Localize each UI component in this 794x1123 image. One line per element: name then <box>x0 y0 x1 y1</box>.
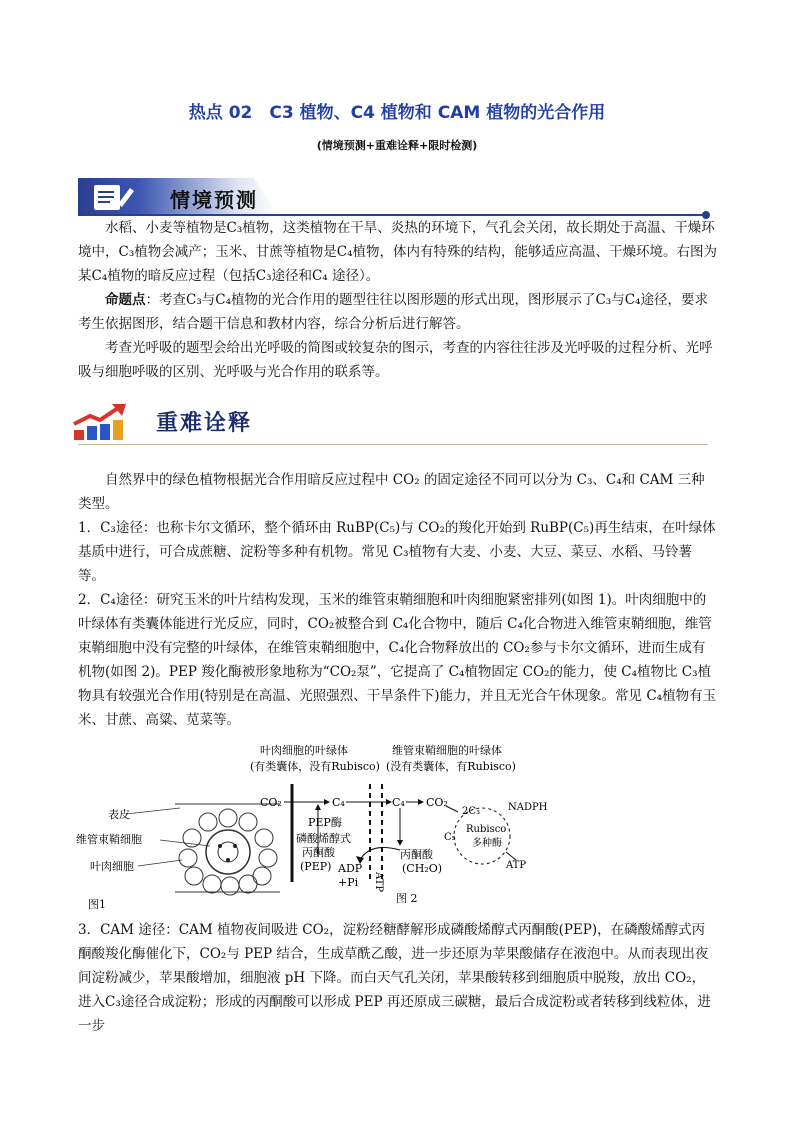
epidermis-label: 表皮 <box>108 808 130 821</box>
c5-label: C₅ <box>444 832 456 843</box>
co2-left-label: CO₂ <box>260 796 282 809</box>
co2-right-label: CO₂ <box>426 796 448 809</box>
c3-label: 2C₃ <box>462 806 481 817</box>
pyruvate-label: 丙酮酸 <box>400 848 433 861</box>
explanation-text <box>78 468 718 732</box>
section-heading-label: 重难诠释 <box>156 410 253 436</box>
mesophyll-chloroplast-sub: (有类囊体，没有Rubisco) <box>250 760 380 773</box>
intro-paragraph: 自然界中的绿色植物根据光合作用暗反应过程中 CO₂ 的固定途径不同可以分为 C₃、C₄和 CAM 三种类型。 <box>78 472 705 512</box>
section-heading-scenario <box>78 178 708 218</box>
notepad-pencil-icon <box>88 182 136 212</box>
pep-enzyme-label: PEP酶 <box>308 816 342 829</box>
figure2-caption: 图 2 <box>396 892 418 905</box>
scenario-paragraph-2: 命题点：考查C₃与C₄植物的光合作用的题型往往以图形题的形式出现，图形展示了C₃与C₄途径，要求考生依据图形，结合题干信息和教材内容，综合分析后进行解答。 <box>78 292 708 332</box>
nadph-label: NADPH <box>508 802 548 813</box>
cam-text <box>78 918 718 1038</box>
page-title: 热点 02 C3 植物、C4 植物和 CAM 植物的光合作用 <box>188 103 606 123</box>
scenario-text <box>78 216 718 384</box>
c4-pathway-diagram <box>250 743 548 905</box>
section-heading-explanation <box>78 402 708 442</box>
item-c4: 2．C₄途径：研究玉米的叶片结构发现，玉米的维管束鞘细胞和叶肉细胞紧密排列(如图 1)。叶肉细胞中的叶绿体有类囊体能进行光反应，同时，CO₂被整合到 C₄化合物中，随后 C₄化合物进入维管束鞘细胞，维管束鞘细胞中没有完整的叶绿体，在维管束鞘细胞中，C₄化合物释放出的 CO₂参与卡尔文循环，进而生成有机物(如图 2)。PEP 羧化酶被形象地称为“CO₂泵”，它提高了 C₄植物固定 CO₂的能力，使 C₄植物比 C₃植物具有较强光合作用(特别是在高温、光照强烈、干旱条件下)能力，并且无光合午休现象。常见 C₄植物有玉米、甘蔗、高粱、苋菜等。 <box>78 592 717 728</box>
pi-label: +Pi <box>338 876 359 889</box>
heading-rule <box>78 444 708 445</box>
mesophyll-label: 叶肉细胞 <box>90 860 134 873</box>
bundle-sheath-label: 维管束鞘细胞 <box>76 833 142 846</box>
atp-vertical-label: ATP <box>373 872 384 893</box>
rubisco-label: Rubisco <box>466 824 507 835</box>
multi-enzyme-label: 多种酶 <box>472 838 502 849</box>
figure1-caption: 图1 <box>88 898 106 911</box>
c4-right-label: C₄ <box>392 796 405 809</box>
sheath-chloroplast-sub: (没有类囊体，有Rubisco) <box>386 760 516 773</box>
scenario-paragraph-1: 水稻、小麦等植物是C₃植物，这类植物在干旱、炎热的环境下，气孔会关闭，故长期处于高温、干燥环境中，C₃植物会减产；玉米、甘蔗等植物是C₄植物，体内有特殊的结构，能够适应高温、干燥环境。右图为某C₄植物的暗反应过程（包括C₃途径和C₄ 途径）。 <box>78 220 717 284</box>
ch2o-label: (CH₂O) <box>402 862 443 875</box>
pep-name-line2: 丙酮酸 <box>302 846 335 859</box>
sheath-chloroplast-title: 维管束鞘细胞的叶绿体 <box>392 744 502 757</box>
bar-chart-arrow-icon <box>72 402 132 444</box>
section-heading-label: 情境预测 <box>170 188 258 212</box>
pep-name-line3: (PEP) <box>300 860 332 873</box>
scenario-paragraph-3: 考查光呼吸的题型会给出光呼吸的简图或较复杂的图示，考查的内容往往涉及光呼吸的过程分析、光呼吸与细胞呼吸的区别、光呼吸与光合作用的联系等。 <box>78 340 713 380</box>
c4-pathway-figure <box>70 742 550 912</box>
pep-name-line1: 磷酸烯醇式 <box>296 832 351 845</box>
atp-right-label: ATP <box>506 860 527 871</box>
adp-label: ADP <box>338 862 363 875</box>
c4-left-label: C₄ <box>332 796 345 809</box>
mesophyll-chloroplast-title: 叶肉细胞的叶绿体 <box>260 744 348 757</box>
item-cam: 3．CAM 途径：CAM 植物夜间吸进 CO₂，淀粉经糖酵解形成磷酸烯醇式丙酮酸(PEP)，在磷酸烯醇式丙酮酸羧化酶催化下，CO₂与 PEP 结合，生成草酰乙酸，进一步还原为苹果酸储存在液泡中。从而表现出夜间淀粉减少，苹果酸增加，细胞液 pH 下降。而白天气孔关闭，苹果酸转移到细胞质中脱羧，放出 CO₂，进入C₃途径合成淀粉；形成的丙酮酸可以形成 PEP 再还原成三碳糖，最后合成淀粉或者转移到线粒体，进一步 <box>78 922 711 1034</box>
key-point-label: 命题点 <box>105 292 146 308</box>
item-c3: 1．C₃途径：也称卡尔文循环，整个循环由 RuBP(C₅)与 CO₂的羧化开始到 RuBP(C₅)再生结束，在叶绿体基质中进行，可合成蔗糖、淀粉等多种有机物。常见 C₃植物有大麦、小麦、大豆、菜豆、水稻、马铃薯等。 <box>78 520 716 584</box>
page-subtitle: (情境预测+重难诠释+限时检测) <box>316 139 478 152</box>
leaf-cross-section-diagram <box>76 804 280 911</box>
